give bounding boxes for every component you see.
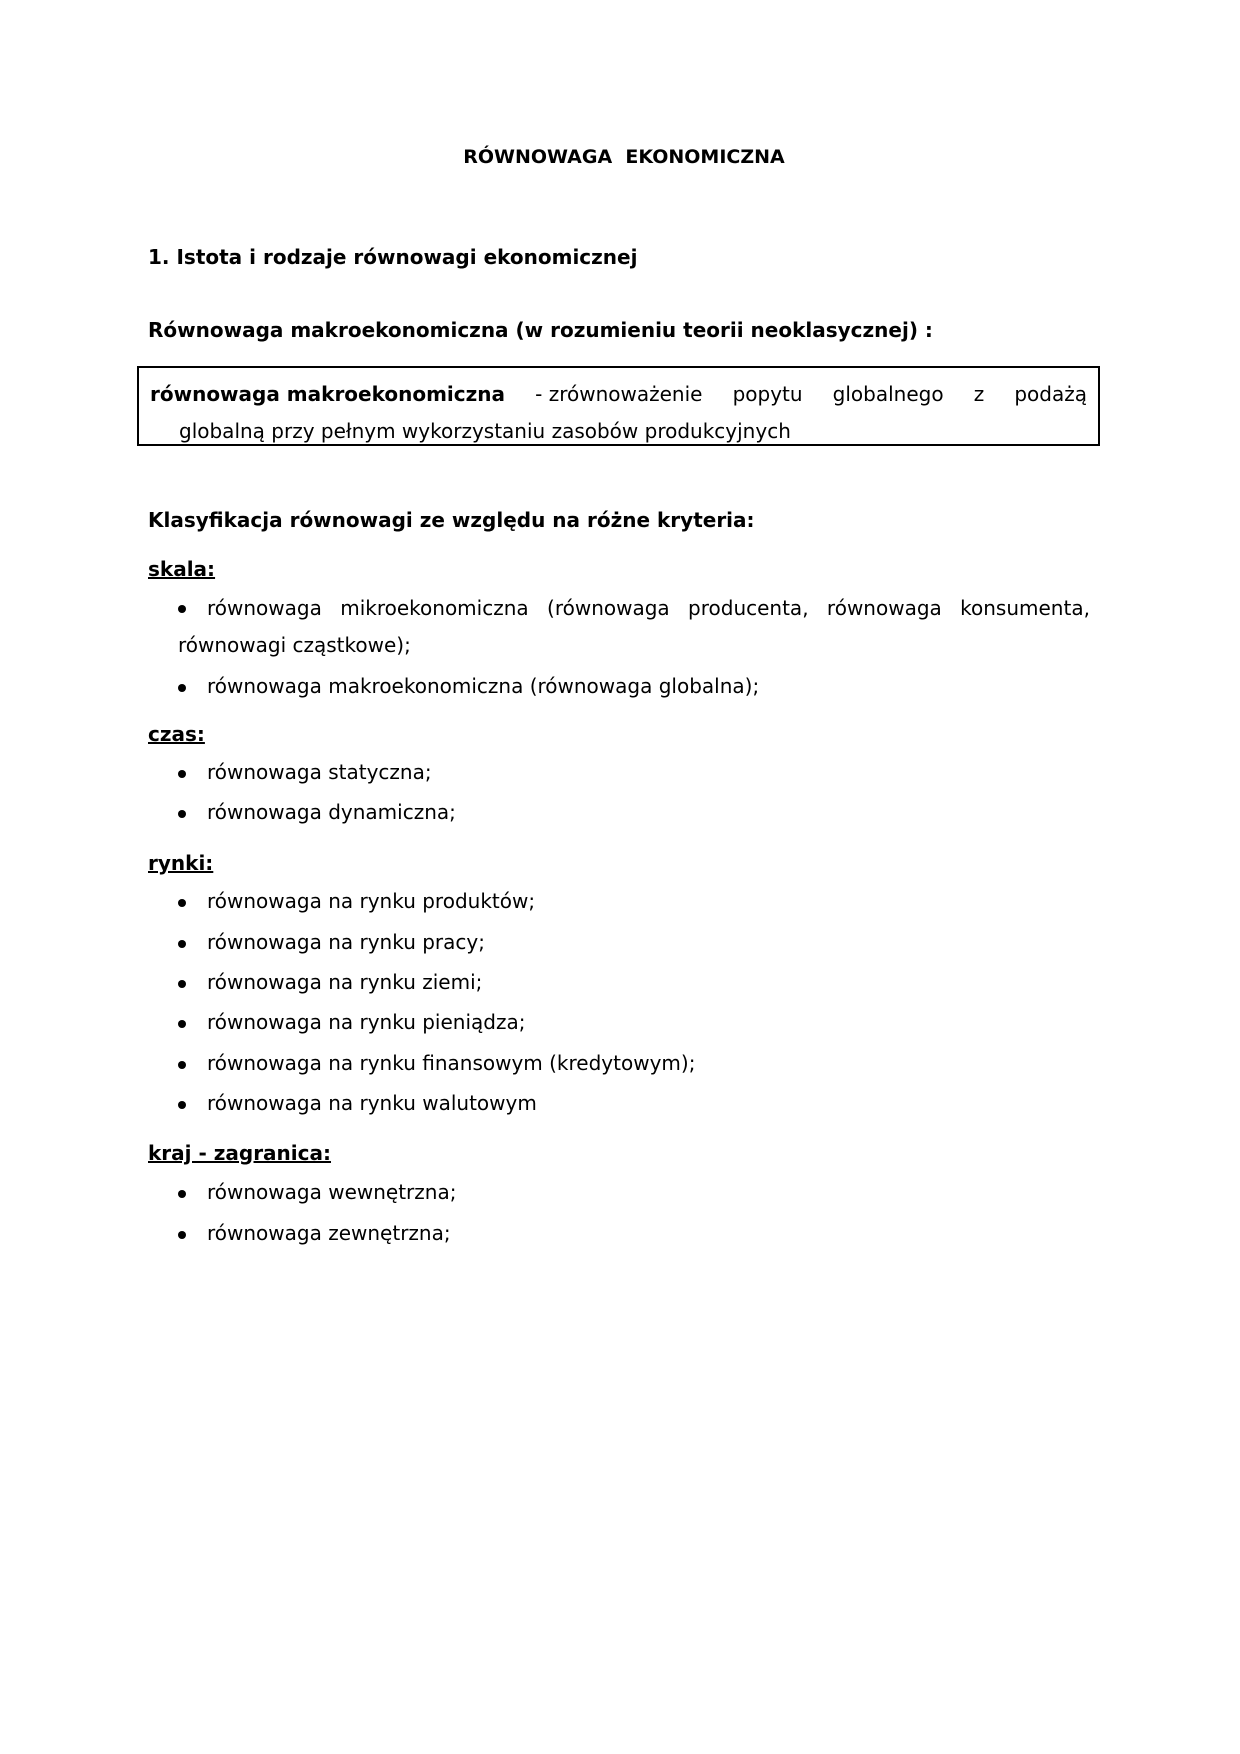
page-title: RÓWNOWAGA EKONOMICZNA (463, 146, 785, 168)
bullet-icon (178, 980, 186, 988)
classification-heading: Klasyfikacja równowagi ze względu na różne kryteria: (148, 508, 755, 532)
definition-word: z (973, 382, 985, 406)
definition-word: podażą (1014, 382, 1087, 406)
bullet-icon (178, 1020, 186, 1028)
bullet-icon (178, 1231, 186, 1239)
bullet-icon (178, 1101, 186, 1109)
section-heading: 1. Istota i rodzaje równowagi ekonomicznej (148, 245, 638, 269)
definition-line-1 (150, 376, 1087, 413)
definition-box (137, 366, 1100, 446)
bullet-icon (178, 940, 186, 948)
definition-word: - zrównoważenie (535, 382, 703, 406)
criterion-rynki-label: rynki: (148, 851, 214, 875)
bullet-icon (178, 1190, 186, 1198)
bullet-icon (178, 770, 186, 778)
list-item: równowaga mikroekonomiczna (równowaga producenta, równowaga konsumenta, równowagi cząstkowe); (178, 596, 1090, 657)
criterion-kraj-label: kraj - zagranica: (148, 1141, 331, 1165)
macro-heading: Równowaga makroekonomiczna (w rozumieniu teorii neoklasycznej) : (148, 318, 933, 342)
bullet-icon (178, 605, 186, 613)
bullet-icon (178, 810, 186, 818)
bullet-icon (178, 684, 186, 692)
definition-term: równowaga makroekonomiczna (150, 382, 506, 406)
criterion-czas-label: czas: (148, 722, 205, 746)
definition-word: globalnego (832, 382, 944, 406)
criterion-skala-label: skala: (148, 557, 216, 581)
bullet-icon (178, 899, 186, 907)
definition-word: popytu (732, 382, 803, 406)
definition-line-2: globalną przy pełnym wykorzystaniu zasobów produkcyjnych (179, 419, 791, 443)
bullet-icon (178, 1061, 186, 1069)
